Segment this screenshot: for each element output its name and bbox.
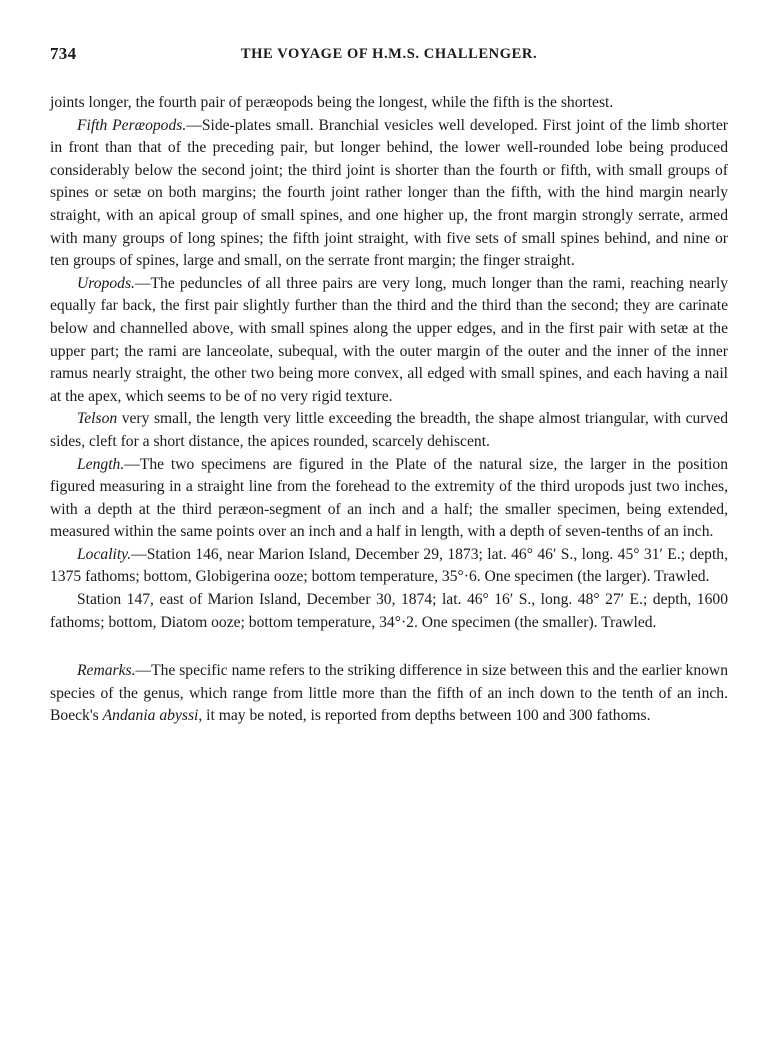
paragraph-remarks [50,660,728,728]
paragraph-length [50,454,728,544]
paragraph-text: —Station 146, near Marion Island, December 29, 1873; lat. 46° 46′ S., long. 45° 31′ E.; depth, 1375 fathoms; bottom, Globigerina ooze; bottom temperature, 35°·6. One specimen (the larger). Trawled. [50,545,728,586]
paragraph-text: joints longer, the fourth pair of peræopods being the longest, while the fifth is the shortest. [50,94,614,111]
page-number: 734 [50,44,77,63]
paragraph-telson [50,408,728,453]
paragraph-lead: Fifth Peræopods. [77,116,187,134]
paragraph-text: —The specific name refers to the striking difference in size between this and the earlier known species of the genus, which range from little more than the fifth of an inch down to the tenth of an inch. Boeck's [50,662,728,725]
paragraph-continuation [50,92,728,115]
page-heading: THE VOYAGE OF H.M.S. CHALLENGER. [240,46,538,62]
paragraph-text: —The peduncles of all three pairs are very long, much longer than the rami, reaching nearly equally far back, the first pair slightly further than the third and the third than the second; they are carinate below and channelled above, with small spines along the upper edges, and in the first pair with setæ at the upper part; the rami are lanceolate, subequal, with the outer margin of the outer and the inner of the inner ramus nearly straight, the other two being more convex, all edged with small spines, and each having a nail at the apex, which seems to be of no very rigid texture. [50,274,728,405]
page [50,44,728,728]
body-text [50,92,728,728]
paragraph-lead: Uropods. [77,274,135,292]
paragraph-locality [50,544,728,589]
paragraph-lead: Telson [77,410,118,428]
paragraph-lead: Locality. [77,545,132,563]
paragraph-text: —Side-plates small. Branchial vesicles well developed. First joint of the limb shorter in front than that of the preceding pair, but longer behind, the lower well-rounded lobe being produced considerably below the second joint; the third joint is shorter than the fourth or fifth, with small groups of spines or setæ on both margins; the fourth joint rather longer than the fifth, with the hind margin nearly straight, with an apical group of small spines, and one higher up, the front margin strongly serrate, armed with many groups of long spines; the fifth joint straight, with five sets of small spines behind, and nine or ten groups of spines, large and small, on the serrate front margin; the finger straight. [50,116,728,270]
paragraph-lead: Length. [77,455,125,473]
paragraph-fifth-peraeopods [50,115,728,273]
running-head [50,44,728,68]
paragraph-text: very small, the length very little exceeding the breadth, the shape almost triangular, with curved sides, cleft for a short distance, the apices rounded, scarcely dehiscent. [50,410,728,450]
paragraph-text: , it may be noted, is reported from depths between 100 and 300 fathoms. [198,707,651,725]
paragraph-lead: Remarks. [77,662,136,680]
paragraph-station-147 [50,589,728,634]
species-name: Andania abyssi [102,707,199,725]
paragraph-text: Station 147, east of Marion Island, December 30, 1874; lat. 46° 16′ S., long. 48° 27′ E.; depth, 1600 fathoms; bottom, Diatom ooze; bottom temperature, 34°·2. One specimen (the smaller). Trawled. [50,591,728,631]
paragraph-uropods [50,273,728,409]
paragraph-text: —The two specimens are figured in the Plate of the natural size, the larger in the position figured measuring in a straight line from the forehead to the extremity of the third uropods just two inches, with a depth at the third peræon-segment of an inch and a half; the smaller specimen, being extended, measured within the same points over an inch and a half in length, with a depth of seven-tenths of an inch. [50,455,728,541]
